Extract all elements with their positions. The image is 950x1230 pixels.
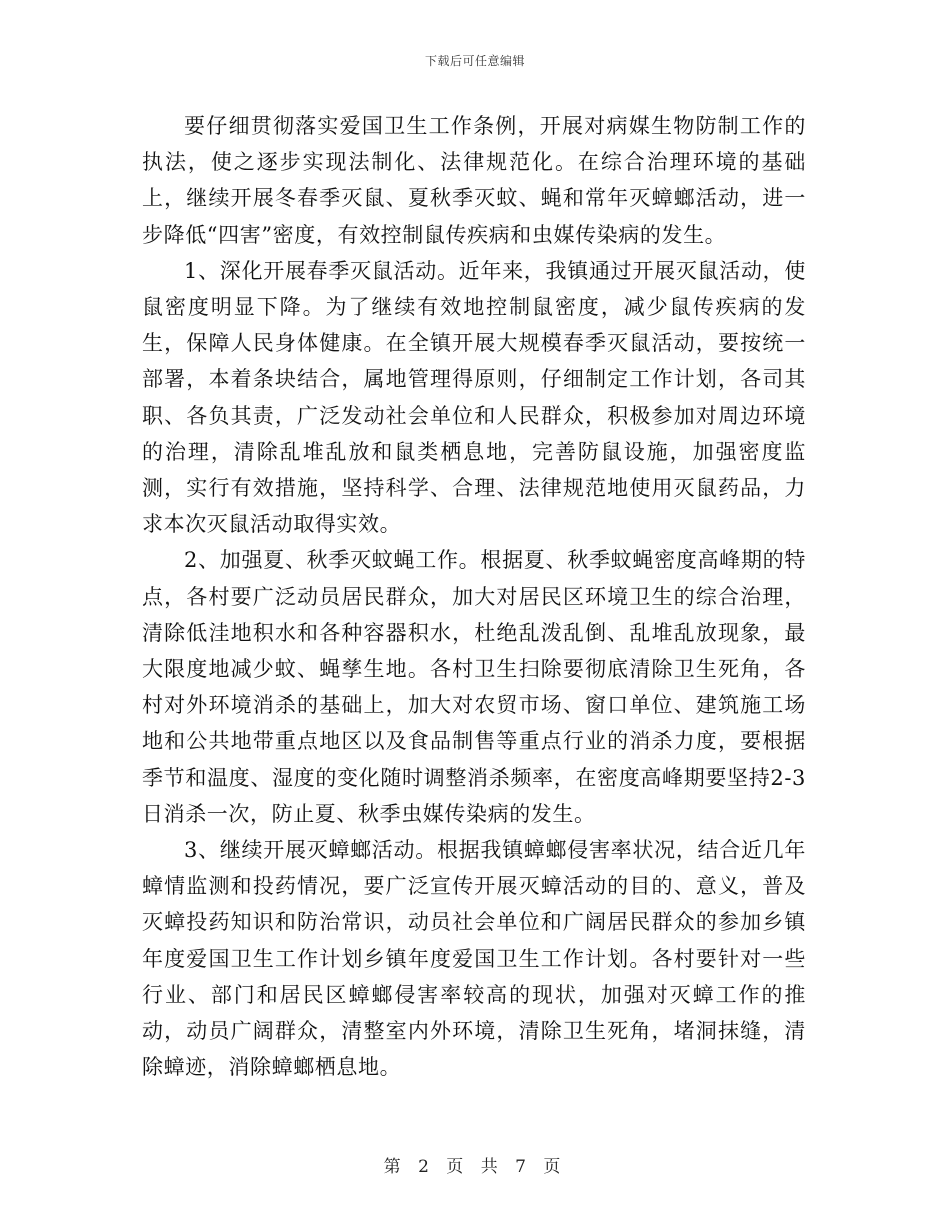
paragraph-cockroach-control: 3、继续开展灭蟑螂活动。根据我镇蟑螂侵害率状况，结合近几年蟑情监测和投药情况，要广泛宣传开展灭蟑活动的目的、意义，普及灭蟑投药知识和防治常识，动员社会单位和广阔居民群众的参加乡镇年度爱国卫生工作计划乡镇年度爱国卫生工作计划。各村要针对一些行业、部门和居民区蟑螂侵害率较高的现状，加强对灭蟑工作的推动，动员广阔群众，清整室内外环境，清除卫生死角，堵洞抹缝，清除蟑迹，消除蟑螂栖息地。 <box>142 838 806 1080</box>
paragraph-rodent-control: 1、深化开展春季灭鼠活动。近年来，我镇通过开展灭鼠活动，使鼠密度明显下降。为了继续有效地控制鼠密度，减少鼠传疾病的发生，保障人民身体健康。在全镇开展大规模春季灭鼠活动，要按统一部署，本着条块结合，属地管理得原则，仔细制定工作计划，各司其职、各负其责，广泛发动社会单位和人民群众，积极参加对周边环境的治理，清除乱堆乱放和鼠类栖息地，完善防鼠设施，加强密度监测，实行有效措施，坚持科学、合理、法律规范地使用灭鼠药品，力求本次灭鼠活动取得实效。 <box>142 258 806 537</box>
page-header: 下载后可任意编辑 <box>424 54 525 68</box>
page-number-footer: 第 2 页 共 7 页 <box>383 1157 567 1177</box>
paragraph-intro: 要仔细贯彻落实爱国卫生工作条例，开展对病媒生物防制工作的执法，使之逐步实现法制化、法律规范化。在综合治理环境的基础上，继续开展冬春季灭鼠、夏秋季灭蚊、蝇和常年灭蟑螂活动，进一步降低“四害”密度，有效控制鼠传疾病和虫媒传染病的发生。 <box>142 114 806 247</box>
paragraph-mosquito-fly-control: 2、加强夏、秋季灭蚊蝇工作。根据夏、秋季蚊蝇密度高峰期的特点，各村要广泛动员居民群众，加大对居民区环境卫生的综合治理，清除低洼地积水和各种容器积水，杜绝乱泼乱倒、乱堆乱放现象，最大限度地减少蚊、蝇孳生地。各村卫生扫除要彻底清除卫生死角，各村对外环境消杀的基础上，加大对农贸市场、窗口单位、建筑施工场地和公共地带重点地区以及食品制售等重点行业的消杀力度，要根据季节和温度、湿度的变化随时调整消杀频率，在密度高峰期要坚持2-3日消杀一次，防止夏、秋季虫媒传染病的发生。 <box>142 548 806 826</box>
document-body <box>142 108 806 1085</box>
